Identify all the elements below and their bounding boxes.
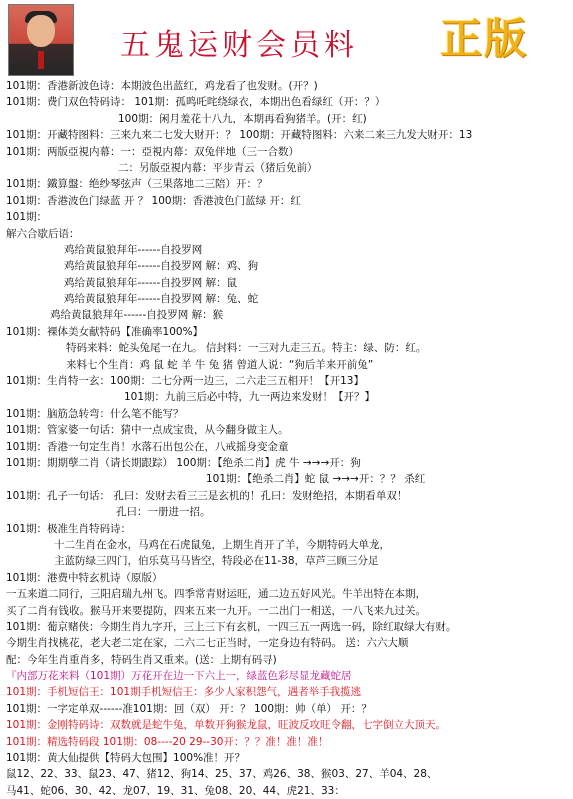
text-line: 特码来料：蛇头兔尾一在九。 信封料：一三对九走三五。特主：绿、防：红。 (66, 342, 427, 355)
text-line: 鼠12、22、33、鼠23、47、猪12、狗14、25、37、鸡26、38、猴03、27、羊04、28、 (6, 768, 438, 781)
text-line: 鸡给黄鼠狼拜年------自投罗网 (64, 243, 203, 256)
text-line: 鸡给黄鼠狼拜年------自投罗网 解：鼠 (64, 276, 238, 289)
content (6, 78, 568, 799)
text-line: 解六合歇后语： (6, 227, 80, 240)
text-line: 101期：金刚特码诗：双数就是蛇牛兔，单数开狗猴龙鼠，旺波反攻旺令翻，七字倒立大顶天。 (6, 719, 447, 732)
text-line: 买了二肖有钱收。猴马开来要提防，四来五来一九开。一二出门一相送，一八飞来九过关。 (6, 604, 426, 617)
text-line: 101期：手机短信王：101期手机短信王：多少人家积怨气，遇者举手我揽逃 (6, 686, 362, 699)
text-line: 十二生肖在金水，马鸡在石虎鼠兔，上期生肖开了羊，今期特码大单龙， (54, 538, 390, 551)
text-line: 101期：脑筋急转弯：什么笔不能写？ (6, 407, 184, 420)
avatar (8, 4, 74, 76)
text-line: 101期：开藏特图料：三来九来二七发大财开：？ 100期：开藏特图料：六来二来三九发大财开：13 (6, 129, 473, 142)
header (0, 0, 573, 78)
avatar-tie (38, 51, 44, 69)
text-line: 101期：葡京赌侠：今期生肖九字开，三上三下有玄机，一四三五一两选一码，除红取绿大有财。 (6, 620, 457, 633)
text-line: 101期：期期孽二肖（请长期跟踪） 100期：【绝杀二肖】虎 牛 →→→开：狗 (6, 456, 361, 469)
text-line: 100期：闲月羞花十八九，本期再看狗猪羊。(开：红) (118, 112, 367, 125)
text-line: 101期：【绝杀二肖】蛇 鼠 →→→开：？？ 杀红 (206, 473, 426, 486)
text-line: 101期：香港一句定生肖！水落石出包公在，八戒摇身变金童 (6, 440, 289, 453)
text-line: 101期：生肖特一玄：100期：二七分两一边三，二六走三五相开！【开13】 (6, 375, 364, 388)
text-line: 101期：精选特码段 101期：08----20 29--30开：？？准！准！准！ (6, 735, 329, 748)
text-line: 101期：费门双色特码诗： 101期：孤鸣吒咤绕绿衣，本期出色看绿红（开：？） (6, 96, 386, 109)
text-line: 101期： (6, 211, 48, 224)
text-line: 鸡给黄鼠狼拜年------自投罗网 解：兔、蛇 (64, 293, 259, 306)
text-line: 孔曰：一册进一招。 (116, 506, 211, 519)
text-line: 101期：管家婆一句话：猜中一点成宝贵，从今翻身做主人。 (6, 424, 289, 437)
text-line: 101期：一字定单双------准101期：回（双） 开：？ 100期：帅（单） 开：？ (6, 702, 372, 715)
text-line: 主蓝防绿三四门，伯乐莫马马皆空，特段必在11-38，草芦三顾三分足 (54, 555, 379, 568)
text-line: 鸡给黄鼠狼拜年------自投罗网 解：鸡、狗 (64, 260, 259, 273)
text-line: 『内部万花来料（101期）万花开在边一下六上一，绿蓝色彩尽显龙藏蛇居 (6, 670, 352, 683)
text-line: 马41、蛇06、30、42、龙07、19、31、兔08、20、44、虎21、33： (6, 784, 345, 797)
text-line: 101期：九前三后必中特，九一两边来发财！【开？】 (124, 391, 376, 404)
text-line: 来料七个生肖：鸡 鼠 蛇 羊 牛 兔 猪 曾道人说：“狗后羊来开前兔” (66, 358, 374, 371)
text-line: 101期：孔子一句话： 孔曰：发财去看三三是玄机的！孔曰：发财绝招，本期看单双！ (6, 489, 408, 502)
avatar-face (27, 15, 55, 47)
page-title: 五鬼运财会员料 (120, 28, 358, 63)
text-line: 101期：香港新波色诗：本期波色出蓝红，鸡龙看了也发财。(开？) (6, 80, 318, 92)
text-line: 鸡给黄鼠狼拜年------自投罗网 解：猴 (50, 309, 224, 322)
text-line: 101期：鐵算盤：绝纱琴弦声（三果落地二三陪）开：？ (6, 178, 268, 191)
text-line: 101期：黄大仙提供【特码大包围】100%准！开？ (6, 752, 246, 765)
text-line: 101期：香港波色门绿蓝 开 ？ 100期：香港波色门蓝绿 开：红 (6, 194, 301, 207)
text-line: 101期：两版亞視内幕：一：亞視内幕：双兔伴地（三一合数） (6, 145, 300, 158)
genuine-badge: 正版 (440, 14, 529, 63)
text-line: 101期：极准生肖特码诗： (6, 522, 132, 535)
text-line: 配：今年生肖重肖多，特码生肖又重来。(送：上期有码寻) (6, 653, 277, 666)
text-line: 今期生肖找桃花，老大老二定在家，二六二七正当时，一定身边有特码。 送：六六大顺 (6, 637, 409, 650)
text-line: 一五来道二同行，三阳启瑞九州飞。四季常青财运旺，通二边五好风光。牛羊出特在本期， (6, 588, 426, 601)
text-line: 101期：港费中特玄机诗（原版） (6, 571, 163, 584)
text-line: 101期：裸体美女献特码【准确率100%】 (6, 325, 204, 338)
text-line: 二：另版亞視内幕：平步青云（猪后免前） (118, 161, 318, 174)
